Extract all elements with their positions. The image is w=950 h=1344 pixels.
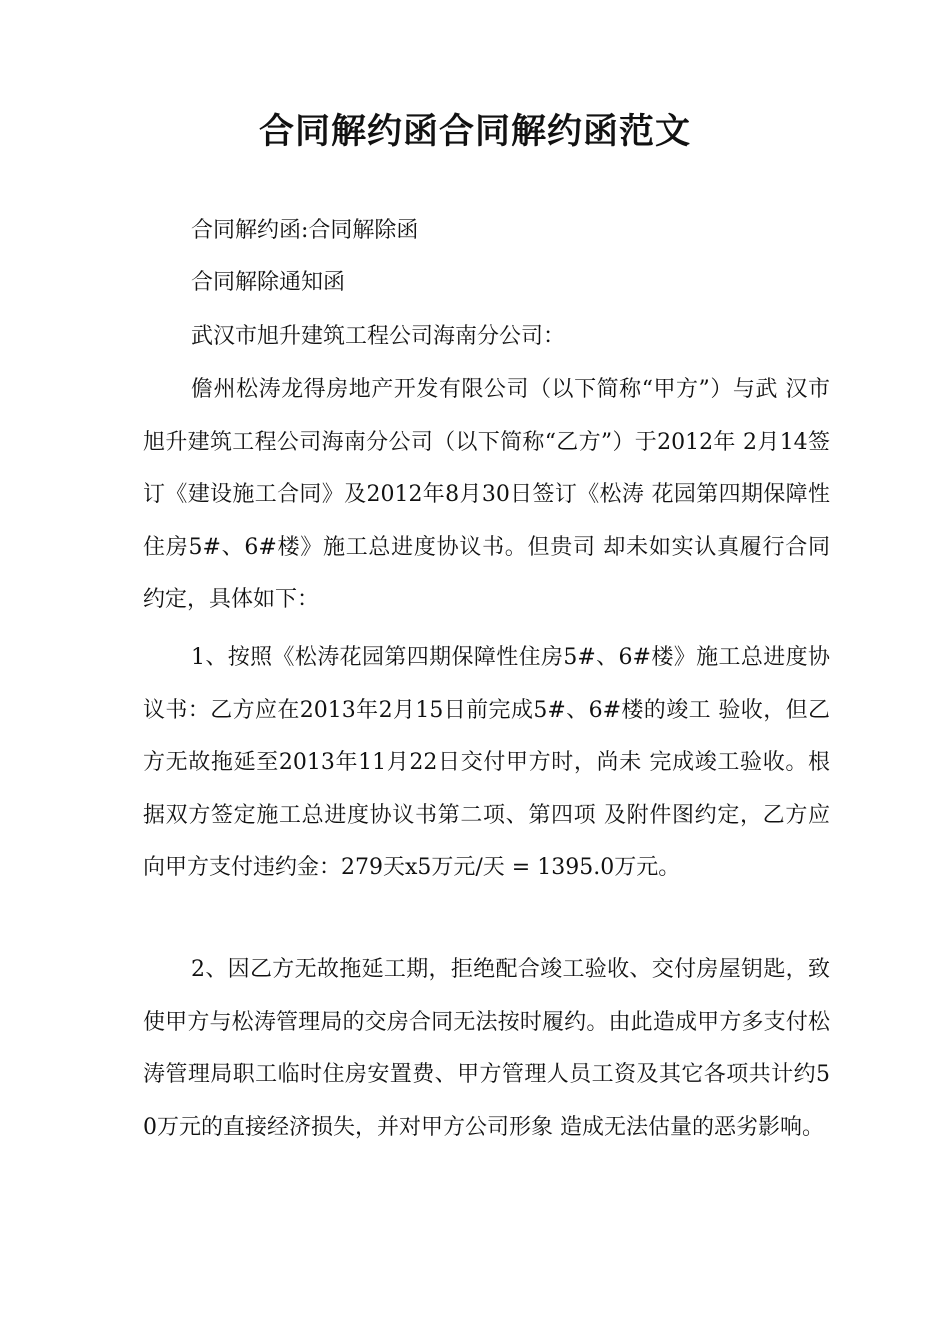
document-title: 合同解约函合同解约函范文	[258, 112, 691, 152]
subject-line: 合同解约函:合同解除函	[191, 218, 419, 243]
notice-heading: 合同解除通知函	[191, 270, 346, 295]
clause-2-paragraph: 2、因乙方无故拖延工期，拒绝配合竣工验收、交付房屋钥匙，致使甲方与松涛管理局的交房合同无法按时履约。由此造成甲方多支付松涛管理局职工临时住房安置费、甲方管理人员工资及其它各项共计约50万元的直接经济损失，并对甲方公司形象 造成无法估量的恶劣影响。	[143, 957, 830, 1140]
recipient-line: 武汉市旭升建筑工程公司海南分公司：	[191, 324, 566, 349]
clause-1-paragraph: 1、按照《松涛花园第四期保障性住房5#、6#楼》施工总进度协议书：乙方应在2013年2月15日前完成5#、6#楼的竣工 验收，但乙方无故拖延至2013年11月22日交付甲方时，尚未 完成竣工验收。根据双方签定施工总进度协议书第二项、第四项 及附件图约定，乙方应向甲方支付违约金：279天x5万元/天 = 1395.0万元。	[143, 645, 830, 880]
intro-paragraph: 儋州松涛龙得房地产开发有限公司（以下简称“甲方”）与武 汉市旭升建筑工程公司海南分公司（以下简称“乙方”）于2012年 2月14签订《建设施工合同》及2012年8月30日签订《松涛 花园第四期保障性住房5#、6#楼》施工总进度协议书。但贵司 却未如实认真履行合同约定，具体如下：	[143, 377, 830, 612]
